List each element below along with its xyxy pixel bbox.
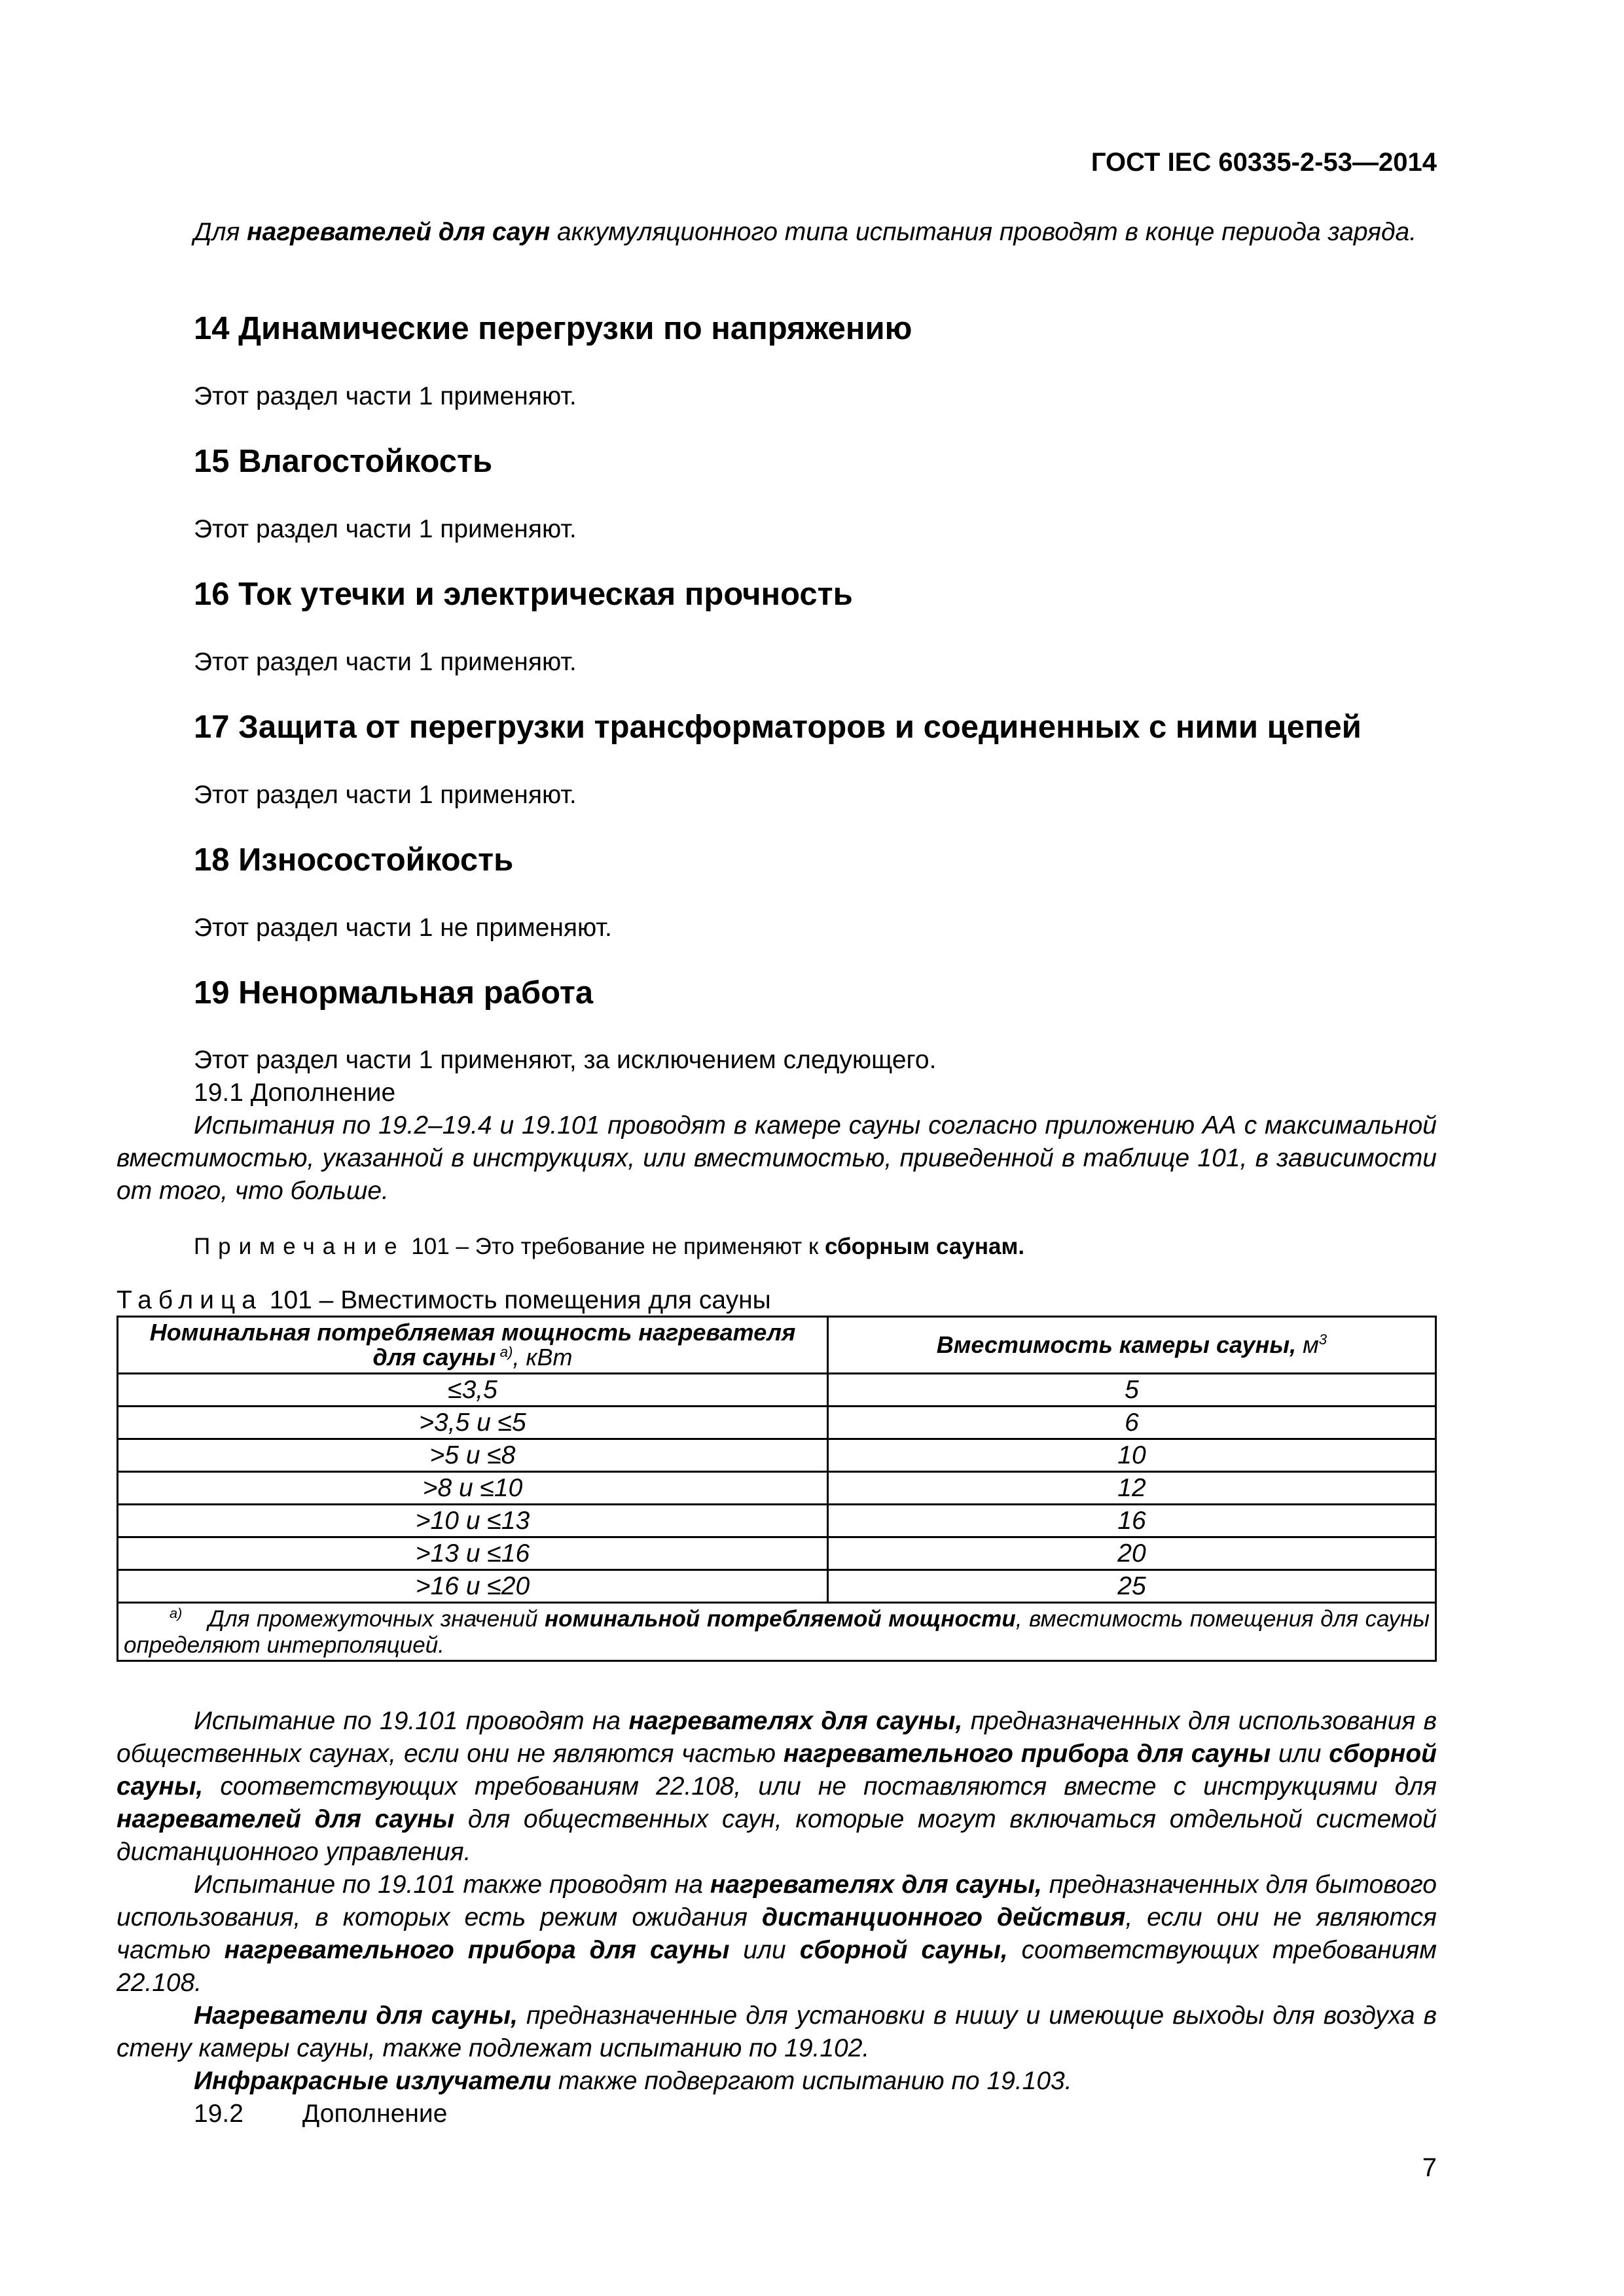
power-cell: >13 и ≤16	[118, 1537, 828, 1570]
table-footnote: $^{a)}$ Для промежуточных значений номинальной потребляемой мощности, вместимость помещения для сауны определяют интерполяцией.	[118, 1603, 1436, 1661]
table-header-row	[118, 1317, 1436, 1374]
table-caption: Таблица 101 – Вместимость помещения для сауны	[117, 1286, 771, 1314]
section-14-title: 14 Динамические перегрузки по напряжению	[194, 311, 912, 346]
power-cell: ≤3,5	[118, 1374, 828, 1407]
paragraph-public-saunas: Испытание по 19.101 проводят на нагревателях для сауны, предназначенных для использования в общественных саунах, если они не являются частью нагревательного прибора для сауны или сборной сауны, соответствующих требованиям 22.108, или не поставляются вместе с инструкциями для нагревателей для сауны для общественных саун, которые могут включаться отдельной системой дистанционного управления.	[117, 1707, 1437, 1866]
note-101: Примечание 101 – Это требование не применяют к сборным саунам.	[194, 1234, 1025, 1259]
section-19-title: 19 Ненормальная работа	[194, 975, 594, 1011]
section-15-body: Этот раздел части 1 применяют.	[194, 515, 577, 543]
volume-cell: 6	[828, 1407, 1436, 1439]
section-15-title: 15 Влагостойкость	[194, 444, 493, 479]
column-header-volume: Вместимость камеры сауны, $м^3$	[828, 1317, 1436, 1374]
table-row	[118, 1505, 1436, 1537]
volume-cell: 5	[828, 1374, 1436, 1407]
sauna-capacity-table	[117, 1316, 1437, 1662]
subsection-19-1: 19.1 Дополнение	[194, 1079, 396, 1107]
table-row	[118, 1472, 1436, 1505]
volume-cell: 25	[828, 1570, 1436, 1603]
table-footnote-row	[118, 1603, 1436, 1661]
column-header-power: Номинальная потребляемая мощность нагревателя для сауны $^{a)}$, кВт	[118, 1317, 828, 1374]
document-code: ГОСТ IEC 60335-2-53—2014	[1091, 148, 1437, 177]
power-cell: >5 и ≤8	[118, 1439, 828, 1472]
volume-cell: 20	[828, 1537, 1436, 1570]
power-cell: >8 и ≤10	[118, 1472, 828, 1505]
paragraph-infrared: Инфракрасные излучатели также подвергают испытанию по 19.103.	[194, 2067, 1072, 2095]
volume-cell: 10	[828, 1439, 1436, 1472]
power-cell: >3,5 и ≤5	[118, 1407, 828, 1439]
table-row	[118, 1374, 1436, 1407]
section-17-title: 17 Защита от перегрузки трансформаторов и соединенных с ними цепей	[194, 709, 1362, 745]
section-16-body: Этот раздел части 1 применяют.	[194, 648, 577, 676]
section-17-body: Этот раздел части 1 применяют.	[194, 781, 577, 809]
table-row	[118, 1537, 1436, 1570]
section-18-body: Этот раздел части 1 не применяют.	[194, 914, 612, 942]
intro-paragraph: Для нагревателей для саун аккумуляционного типа испытания проводят в конце периода заряда.	[194, 218, 1417, 246]
table-row	[118, 1407, 1436, 1439]
paragraph-niche-heaters: Нагреватели для сауны, предназначенные для установки в нишу и имеющие выходы для воздуха в стену камеры сауны, также подлежат испытанию по 19.102.	[117, 2001, 1437, 2062]
section-19-body: Этот раздел части 1 применяют, за исключением следующего.	[194, 1046, 937, 1074]
power-cell: >16 и ≤20	[118, 1570, 828, 1603]
section-14-body: Этот раздел части 1 применяют.	[194, 382, 577, 410]
section-19-paragraph: Испытания по 19.2–19.4 и 19.101 проводят в камере сауны согласно приложению АА с максимальной вместимостью, указанной в инструкциях, или вместимостью, приведенной в таблице 101, в зависимости от того, что больше.	[117, 1111, 1437, 1205]
table-row	[118, 1570, 1436, 1603]
section-16-title: 16 Ток утечки и электрическая прочность	[194, 577, 853, 612]
power-cell: >10 и ≤13	[118, 1505, 828, 1537]
page-number: 7	[1422, 2153, 1437, 2182]
subsection-19-2: 19.2 Дополнение	[194, 2100, 448, 2128]
volume-cell: 12	[828, 1472, 1436, 1505]
volume-cell: 16	[828, 1505, 1436, 1537]
table-row	[118, 1439, 1436, 1472]
paragraph-household-use: Испытание по 19.101 также проводят на нагревателях для сауны, предназначенных для бытового использования, в которых есть режим ожидания дистанционного действия, если они не являются частью нагревательного прибора для сауны или сборной сауны, соответствующих требованиям 22.108.	[117, 1871, 1437, 1997]
section-18-title: 18 Износостойкость	[194, 842, 514, 878]
